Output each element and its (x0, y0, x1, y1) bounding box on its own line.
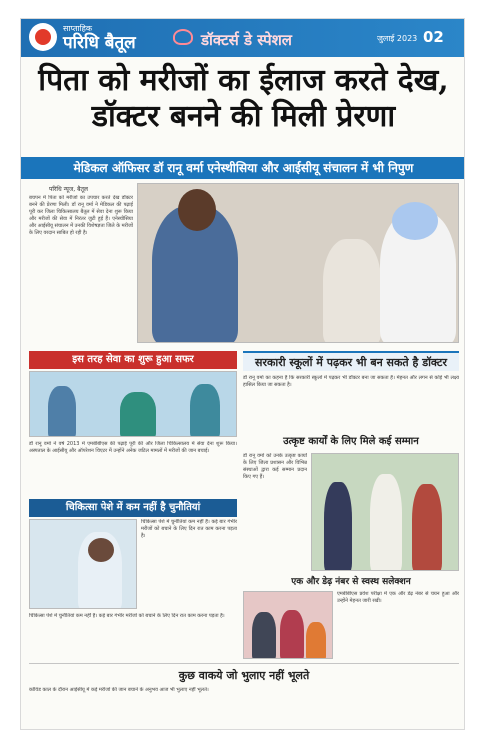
newspaper-page (20, 18, 465, 730)
top-banner (21, 19, 465, 57)
page-number: 02 (423, 28, 444, 46)
patient-care-photo (29, 519, 137, 609)
heading-memorable: कुछ वाकये जो भुलाए नहीं भूलते (178, 669, 310, 682)
main-headline: पिता को मरीजों का ईलाज करते देख, डॉक्टर बनने की मिली प्रेरणा (38, 63, 449, 134)
honors-photo (311, 453, 459, 571)
brand-small: साप्ताहिक (63, 24, 93, 33)
heading-challenges: चिकित्सा पेशे में कम नहीं है चुनौतियां (29, 499, 237, 517)
service-start-text: डॉ रानू वर्मा ने वर्ष 2013 में एमबीबीएस की पढ़ाई पूरी की और जिला चिकित्सालय में सेवा देना शुरू किया। अस्पताल के आईसीयू और ऑपरेशन थिएटर में उन्होंने अनेक जटिल मामलों में मरीजों की जान बचाई। (29, 441, 237, 454)
govt-school-text: डॉ रानू वर्मा का कहना है कि सरकारी स्कूलों में पढ़कर भी डॉक्टर बना जा सकता है। मेहनत और लगन से कोई भी लक्ष्य हासिल किया जा सकता है। (243, 375, 459, 388)
divider (29, 663, 459, 664)
issue-date: जुलाई 2023 (377, 34, 418, 43)
logo-icon (29, 23, 57, 51)
special-title: डॉक्टर्स डे स्पेशल (201, 31, 292, 49)
sub-headline: मेडिकल ऑफिसर डॉ रानू वर्मा एनेस्थीसिया और आईसीयू संचालन में भी निपुण (21, 157, 465, 179)
family-photo (243, 591, 333, 659)
brand-name: परिधि बैतूल (63, 33, 136, 53)
intro-text: बचपन में पिता को मरीजों का उपचार करते देख डॉक्टर बनने की प्रेरणा मिली। डॉ रानू वर्मा ने मेडिकल की पढ़ाई पूरी कर जिला चिकित्सालय बैतूल में सेवा देना शुरू किया और मरीजों की सेवा में निरंतर जुटी हुई हैं। एनेस्थीसिया और आईसीयू संचालन में उनकी विशेषज्ञता जिले के मरीजों के लिए वरदान साबित हो रही है। (29, 195, 133, 236)
memorable-text: कोविड काल के दौरान आईसीयू में कई मरीजों की जान बचाने के अनुभव आज भी भुलाए नहीं भूलते। (29, 687, 209, 693)
challenges-more-text: चिकित्सा पेशे में चुनौतियां कम नहीं हैं। कई बार गंभीर मरीजों को बचाने के लिए दिन रात काम करना पड़ता है। (29, 613, 225, 619)
lead-photo (137, 183, 459, 343)
operation-photo (29, 371, 237, 437)
heading-govt-school: सरकारी स्कूलों में पढ़कर भी बन सकते है डॉक्टर (243, 351, 459, 371)
one-number-text: एमबीबीएस प्रवेश परीक्षा में एक और डेढ़ नंबर से चयन हुआ और उन्होंने मेहनत जारी रखी। (337, 591, 459, 604)
byline: परिधि न्यूज, बैतूल (49, 186, 88, 193)
heading-service-start: इस तरह सेवा का शुरू हुआ सफर (29, 351, 237, 369)
honors-text: डॉ रानू वर्मा को उनके उत्कृष्ट कार्यों के लिए जिला प्रशासन और विभिन्न संस्थाओं द्वारा कई सम्मान प्रदान किए गए हैं। (243, 453, 307, 480)
heading-one-number: एक और डेढ़ नंबर से स्वस्थ सलेक्शन (291, 577, 411, 587)
challenges-text: चिकित्सा पेशे में चुनौतियां कम नहीं हैं। कई बार गंभीर मरीजों को बचाने के लिए दिन रात काम करना पड़ता है। (141, 519, 237, 539)
heart-icon (173, 29, 193, 45)
heading-honors: उत्कृष्ट कार्यों के लिए मिले कई सम्मान (283, 436, 419, 447)
